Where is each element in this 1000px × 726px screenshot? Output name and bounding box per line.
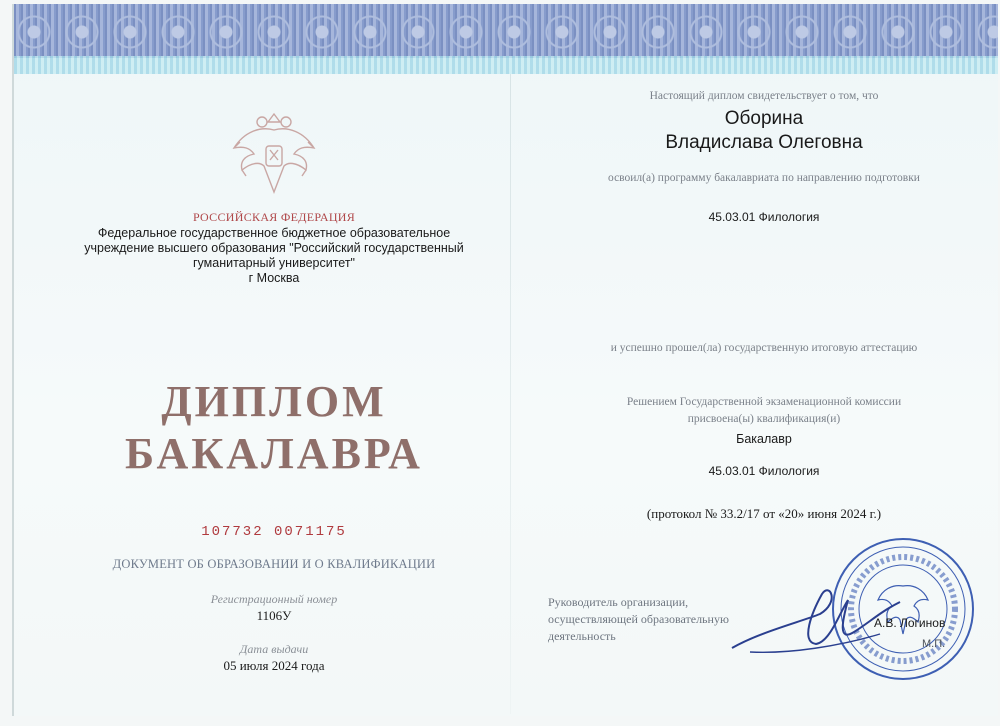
coat-of-arms-icon: [220, 96, 328, 204]
qualification: Бакалавр: [736, 432, 792, 446]
graduate-given-names: Владислава Олеговна: [665, 132, 863, 153]
head-line: осуществляющей образовательную: [548, 612, 729, 626]
registration-label: Регистрационный номер: [210, 592, 338, 606]
guilloche-stripe: [14, 56, 998, 74]
graduate-surname: Оборина: [724, 108, 804, 129]
head-line: деятельность: [548, 629, 616, 643]
decision-line: Решением Государственной экзаменационной комиссии: [626, 396, 902, 408]
page-fold: [510, 74, 511, 714]
diploma-sheet: [12, 4, 998, 716]
guilloche-band: [14, 4, 998, 58]
institution-city: г Москва: [248, 271, 300, 285]
institution-line: гуманитарный университет": [193, 256, 355, 270]
attestation-statement: и успешно прошел(ла) государственную итоговую аттестацию: [610, 342, 918, 354]
qualification-specialty: 45.03.01 Филология: [708, 464, 820, 478]
decision-line: присвоена(ы) квалификация(и): [687, 413, 841, 425]
diploma-subtitle: БАКАЛАВРА: [125, 429, 423, 478]
program-statement: освоил(а) программу бакалавриата по направлению подготовки: [608, 172, 920, 184]
diploma-title: ДИПЛОМ: [161, 377, 387, 426]
signer-name: А.В. Логинов: [874, 616, 946, 630]
document-type: ДОКУМЕНТ ОБ ОБРАЗОВАНИИ И О КВАЛИФИКАЦИИ: [112, 557, 436, 571]
registration-number: 1106У: [256, 608, 292, 623]
specialty: 45.03.01 Филология: [708, 210, 820, 224]
country-label: РОССИЙСКАЯ ФЕДЕРАЦИЯ: [192, 210, 356, 224]
stamp-mark: М.П.: [922, 638, 946, 650]
institution-line: учреждение высшего образования "Российский государственный: [84, 241, 464, 255]
institution-name: [74, 226, 474, 286]
commission-decision: [554, 394, 974, 428]
serial-number: 107732 0071175: [201, 524, 347, 540]
issue-date-label: Дата выдачи: [239, 642, 309, 656]
protocol-reference: (протокол № 33.2/17 от «20» июня 2024 г.): [646, 506, 882, 521]
institution-line: Федеральное государственное бюджетное образовательное: [97, 226, 451, 240]
issue-date: 05 июля 2024 года: [223, 658, 325, 673]
certify-intro: Настоящий диплом свидетельствует о том, что: [649, 90, 879, 102]
head-line: Руководитель организации,: [548, 595, 689, 609]
